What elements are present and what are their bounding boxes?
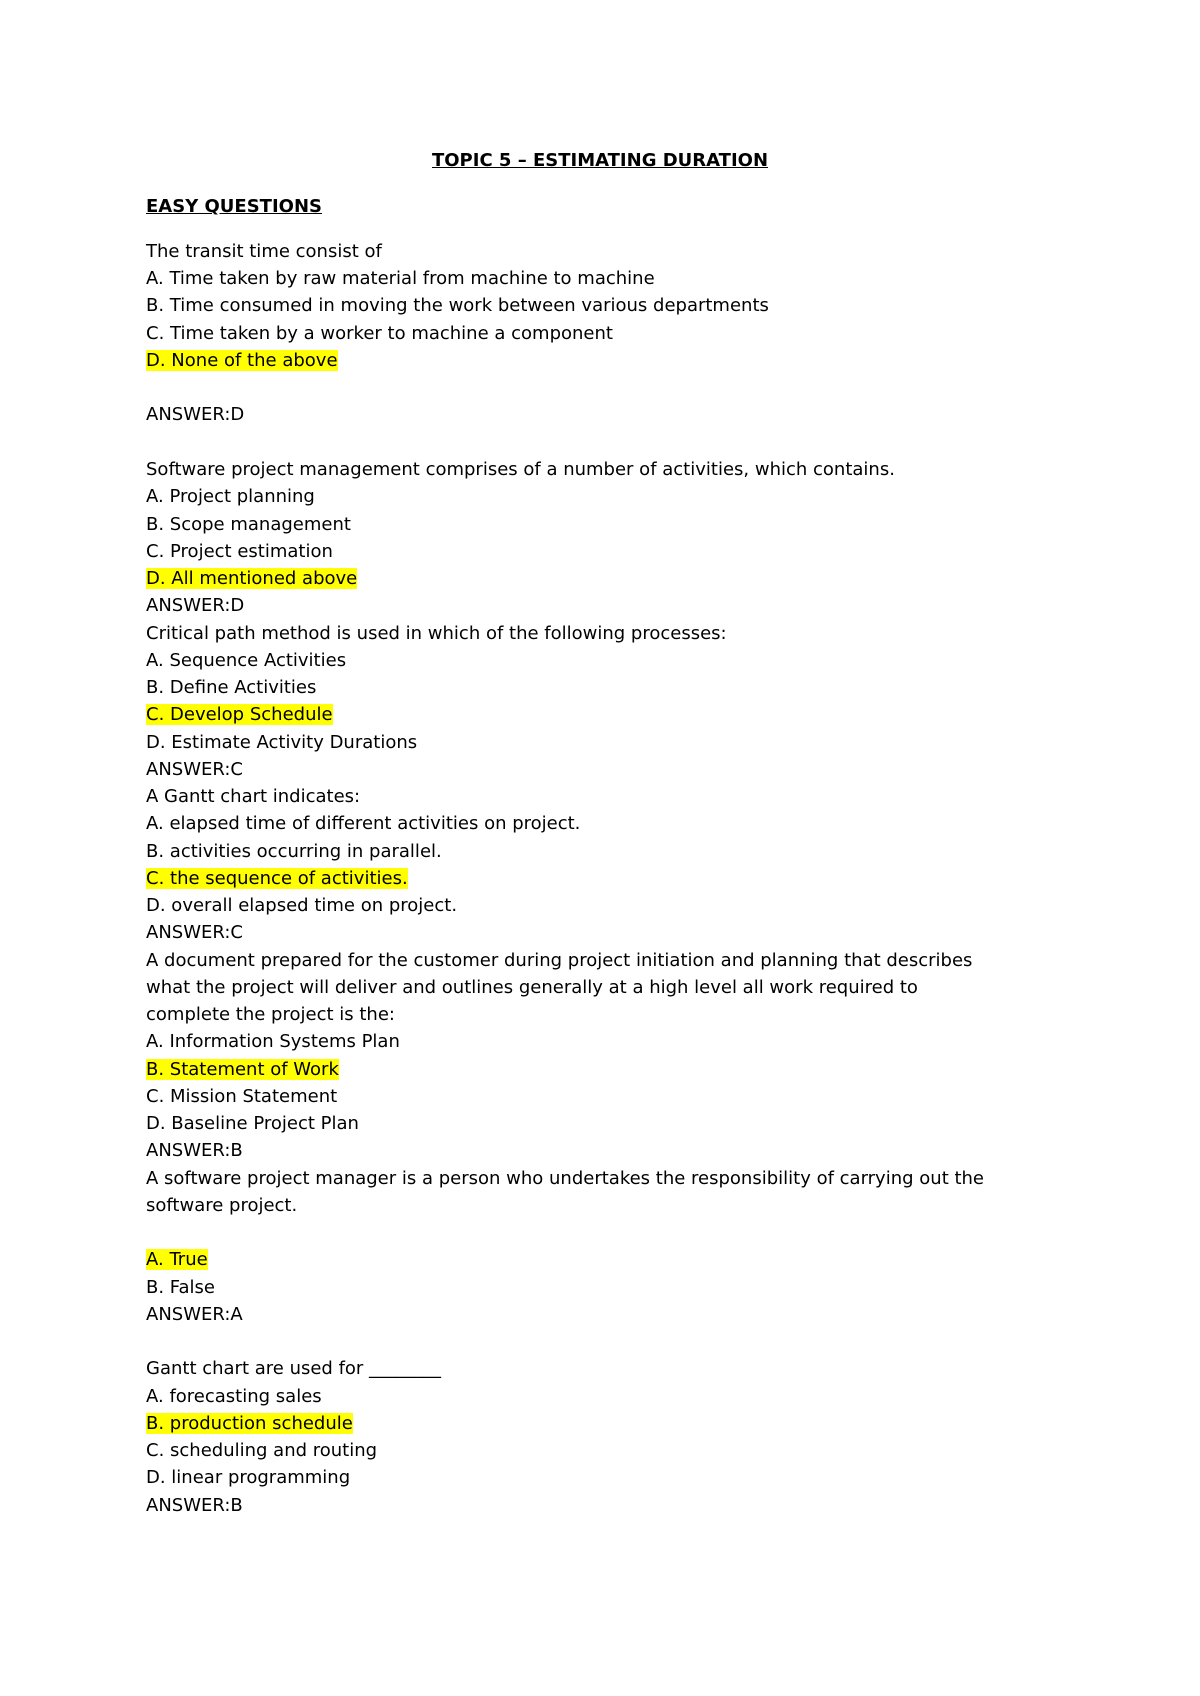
text-line [146,892,457,919]
highlighted-answer-option [146,865,408,892]
text-line [146,756,243,783]
text-line [146,1001,395,1028]
text-line [146,729,417,756]
line-text: A document prepared for the customer during project initiation and planning that describes [146,950,973,971]
line-text: B. production schedule [146,1413,353,1434]
highlighted-answer-option [146,347,338,374]
line-text: what the project will deliver and outlines generally at a high level all work required to [146,977,918,998]
text-line [146,483,315,510]
line-text: A. elapsed time of different activities on project. [146,813,581,834]
line-text: ANSWER:A [146,1304,243,1325]
text-line [146,947,972,974]
line-text: D. Estimate Activity Durations [146,732,418,753]
text-line [146,1110,359,1137]
line-text: Critical path method is used in which of the following processes: [146,623,727,644]
line-text: B. Define Activities [146,677,317,698]
text-line [146,1083,337,1110]
line-text: D. linear programming [146,1467,351,1488]
text-line [146,265,655,292]
line-text: A. Time taken by raw material from machine to machine [146,268,655,289]
line-text: D. All mentioned above [146,568,358,589]
text-line [146,538,333,565]
line-text: Gantt chart are used for ________ [146,1358,442,1379]
line-text: software project. [146,1195,298,1216]
highlighted-answer-option [146,1246,208,1273]
text-line [146,919,243,946]
highlighted-answer-option [146,1410,353,1437]
highlighted-answer-option [146,565,357,592]
text-line [146,320,613,347]
text-line [146,810,580,837]
line-text: D. None of the above [146,350,338,371]
text-line [146,1464,350,1491]
line-text: B. False [146,1277,215,1298]
line-text: complete the project is the: [146,1004,395,1025]
text-line [146,674,316,701]
text-line [146,238,382,265]
text-line [146,1437,377,1464]
line-text: ANSWER:D [146,404,245,425]
highlighted-answer-option [146,701,333,728]
line-text: B. Statement of Work [146,1059,339,1080]
text-line [146,1028,400,1055]
text-line [146,974,918,1001]
text-line [146,1137,243,1164]
line-text: C. Mission Statement [146,1086,338,1107]
highlighted-answer-option [146,1056,339,1083]
text-line [146,511,351,538]
line-text: C. scheduling and routing [146,1440,378,1461]
line-text: C. Develop Schedule [146,704,333,725]
document-title: TOPIC 5 – ESTIMATING DURATION [431,150,769,171]
line-text: C. Project estimation [146,541,333,562]
line-text: ANSWER:C [146,922,243,943]
line-text: A. Sequence Activities [146,650,347,671]
text-line [146,647,346,674]
line-text: ANSWER:D [146,595,245,616]
line-text: ANSWER:B [146,1140,243,1161]
text-line [146,456,895,483]
text-line [146,1301,243,1328]
line-text: D. overall elapsed time on project. [146,895,458,916]
line-text: D. Baseline Project Plan [146,1113,359,1134]
line-text: A. Project planning [146,486,315,507]
text-line [146,1383,322,1410]
line-text: B. Scope management [146,514,351,535]
line-text: C. the sequence of activities. [146,868,408,889]
line-text: B. activities occurring in parallel. [146,841,442,862]
line-text: A. forecasting sales [146,1386,322,1407]
line-text: A. True [146,1249,208,1270]
text-line [146,783,360,810]
line-text: B. Time consumed in moving the work between various departments [146,295,769,316]
text-line [146,1492,243,1519]
line-text: ANSWER:B [146,1495,243,1516]
text-line [146,1355,441,1382]
line-text: A Gantt chart indicates: [146,786,361,807]
text-line [146,620,727,647]
text-line [146,401,244,428]
line-text: A software project manager is a person who undertakes the responsibility of carrying out the [146,1168,985,1189]
text-line [146,1192,297,1219]
line-text: A. Information Systems Plan [146,1031,400,1052]
text-line [146,1165,984,1192]
text-line [146,1274,215,1301]
text-line [146,292,769,319]
line-text: C. Time taken by a worker to machine a component [146,323,613,344]
text-line [146,838,442,865]
line-text: ANSWER:C [146,759,243,780]
line-text: The transit time consist of [146,241,382,262]
line-text: Software project management comprises of a number of activities, which contains. [146,459,895,480]
section-heading: EASY QUESTIONS [146,196,322,217]
text-line [146,592,244,619]
